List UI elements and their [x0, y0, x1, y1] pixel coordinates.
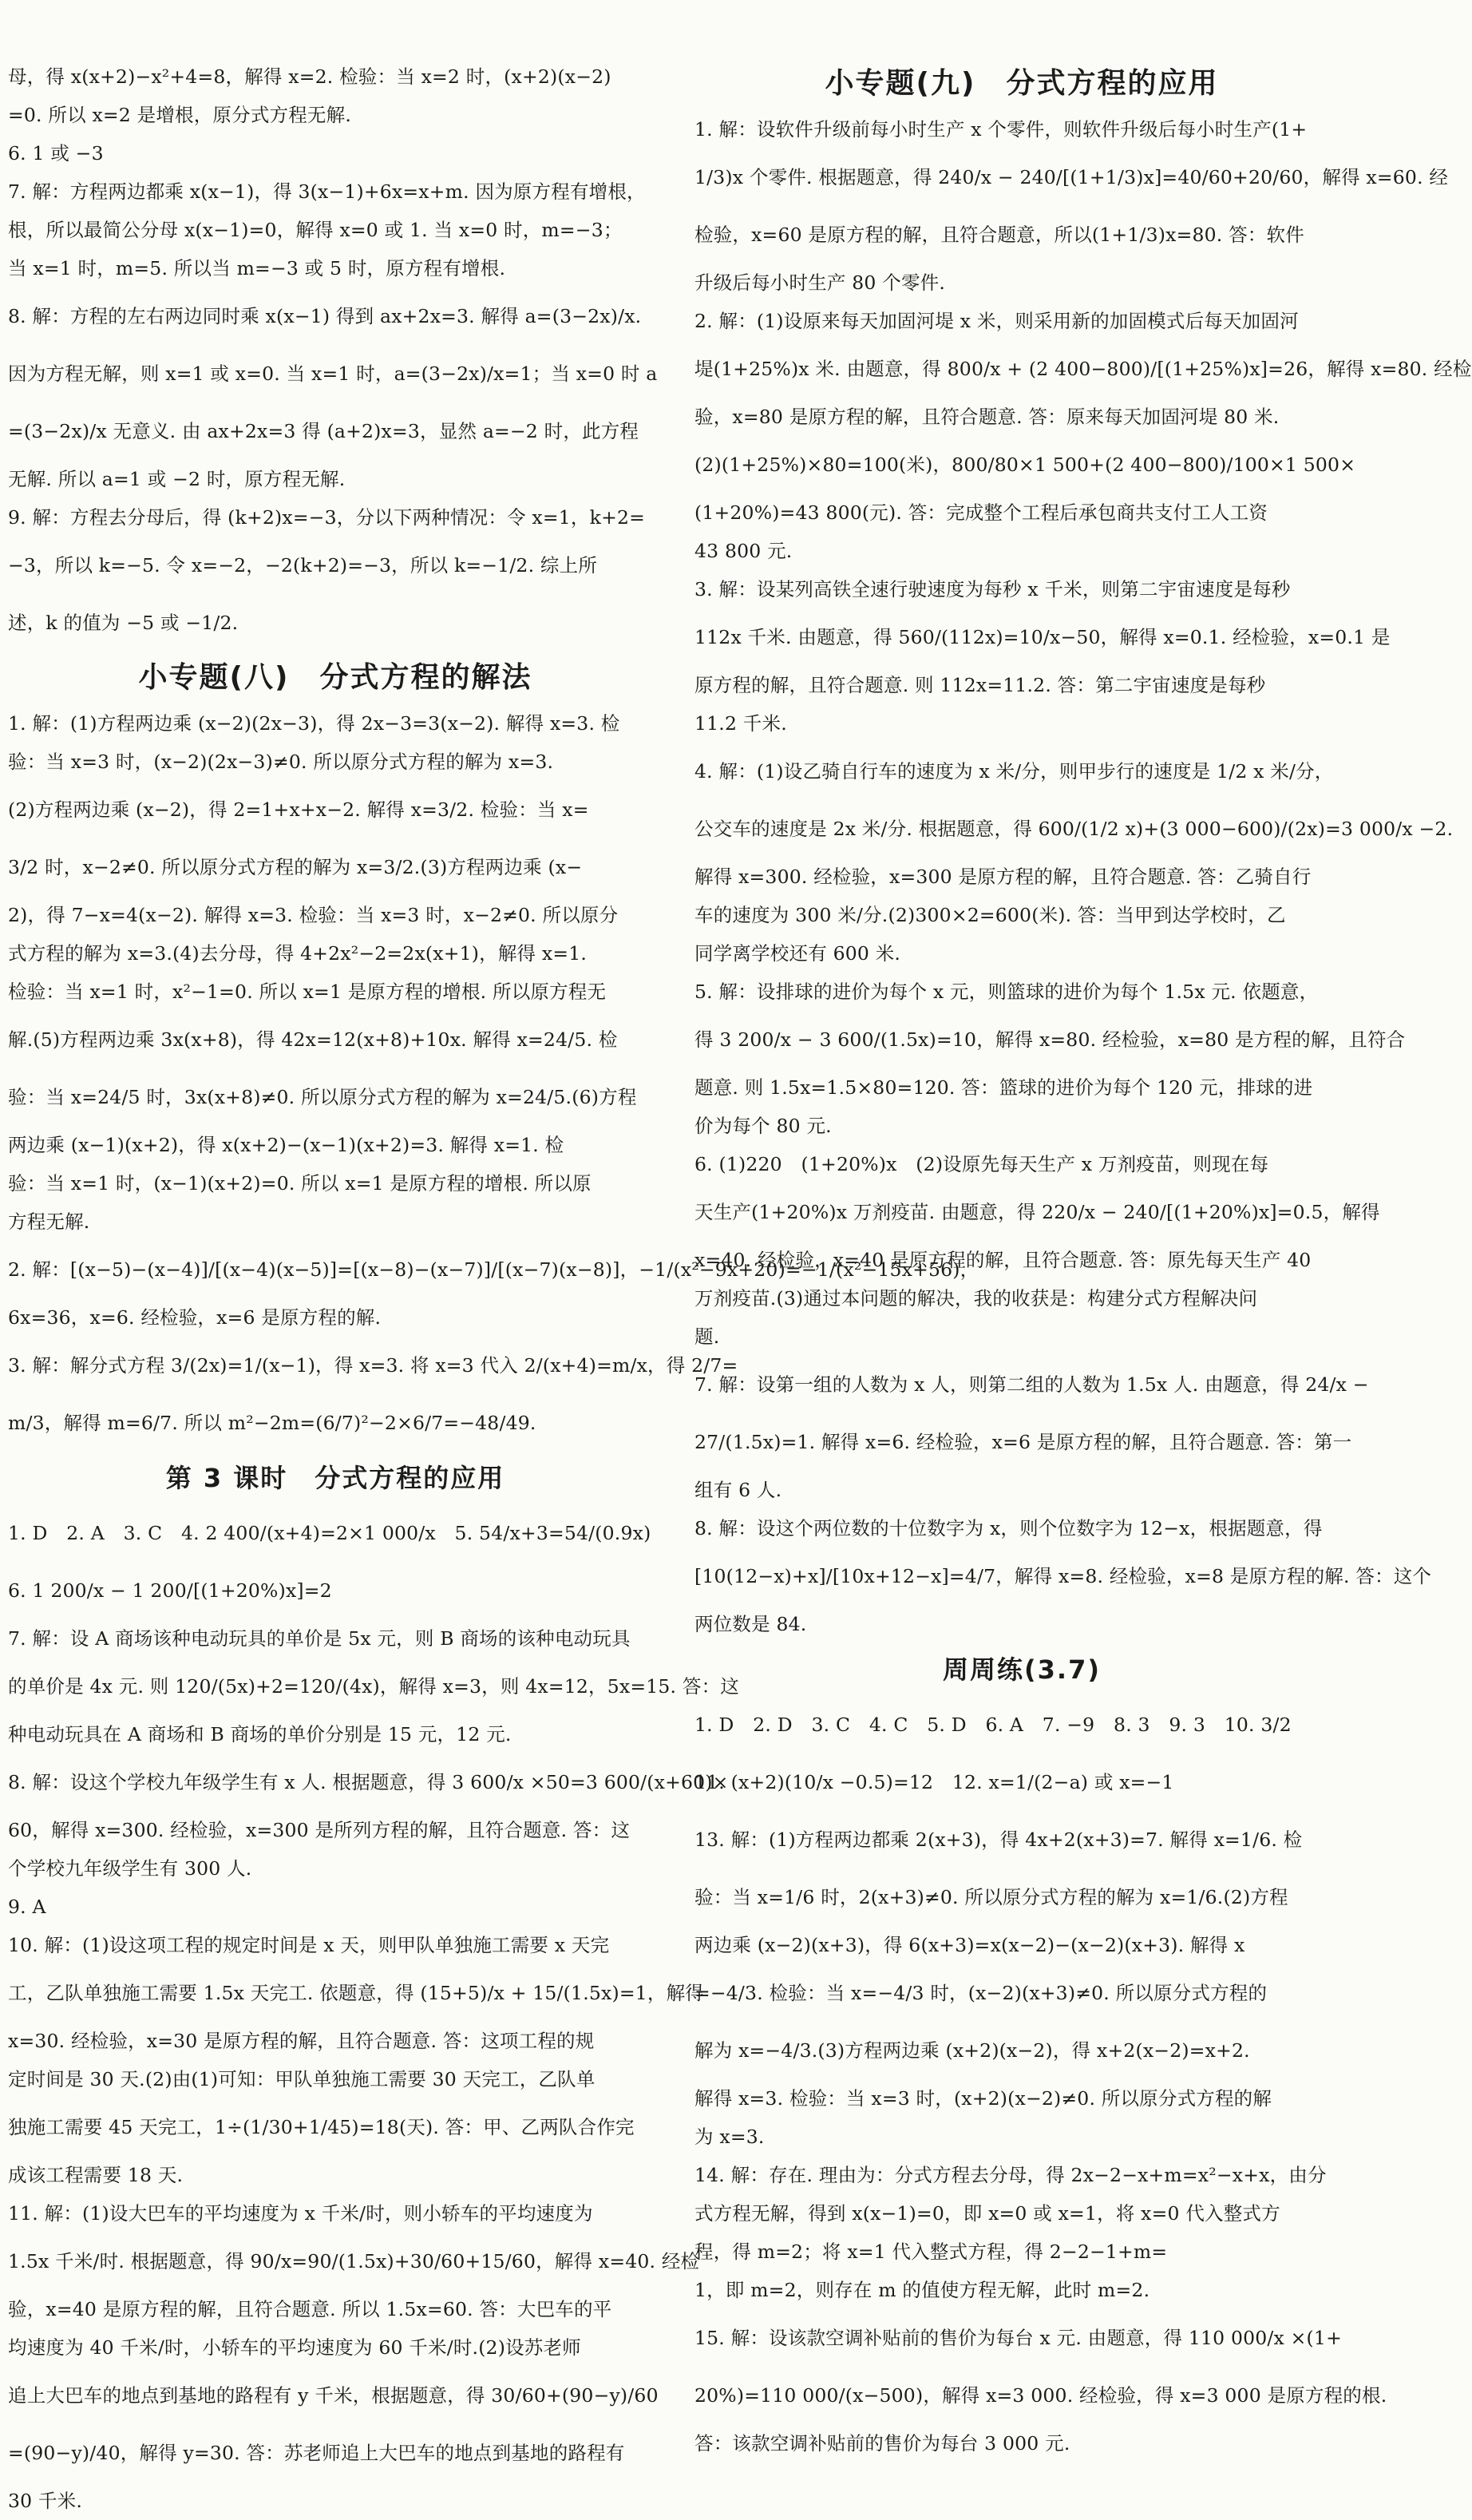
text-line: 检验，x=60 是原方程的解，且符合题意，所以(1+1/3)x=80. 答：软件	[694, 224, 1304, 246]
text-line: 均速度为 40 千米/时，小轿车的平均速度为 60 千米/时.(2)设苏老师	[8, 2336, 581, 2359]
text-line: 1/3)x 个零件. 根据题意，得 240/x − 240/[(1+1/3)x]=40/60+20/60，解得 x=60. 经	[694, 166, 1449, 188]
text-line: 无解. 所以 a=1 或 −2 时，原方程无解.	[8, 468, 346, 490]
text-line: 10. 解：(1)设这项工程的规定时间是 x 天，则甲队单独施工需要 x 天完	[8, 1934, 610, 1956]
text-line: 11. 解：(1)设大巴车的平均速度为 x 千米/时，则小轿车的平均速度为	[8, 2202, 593, 2225]
left-block-1	[8, 57, 663, 652]
text-line: 车的速度为 300 米/分.(2)300×2=600(米). 答：当甲到达学校时，乙	[694, 904, 1286, 926]
text-line: 20%)=110 000/(x−500)，解得 x=3 000. 经检验，得 x=3 000 是原方程的根.	[694, 2384, 1387, 2407]
text-line: 7. 解：设 A 商场该种电动玩具的单价是 5x 元，则 B 商场的该种电动玩具	[8, 1627, 631, 1650]
text-line: 15. 解：设该款空调补贴前的售价为每台 x 元. 由题意，得 110 000/x ×(1+	[694, 2327, 1342, 2349]
text-line: 当 x=1 时，m=5. 所以当 m=−3 或 5 时，原方程有增根.	[8, 257, 506, 279]
text-line: 方程无解.	[8, 1210, 90, 1233]
text-line: 价为每个 80 元.	[694, 1115, 832, 1137]
text-line: 解.(5)方程两边乘 3x(x+8)，得 42x=12(x+8)+10x. 解得 x=24/5. 检	[8, 1028, 618, 1051]
section-heading-lesson-3: 第 3 课时 分式方程的应用	[165, 1463, 505, 1493]
text-line: 两边乘 (x−2)(x+3)，得 6(x+3)=x(x−2)−(x−2)(x+3). 解得 x	[694, 1934, 1245, 1956]
text-line: 答：该款空调补贴前的售价为每台 3 000 元.	[694, 2432, 1070, 2455]
text-line: 验：当 x=24/5 时，3x(x+8)≠0. 所以原分式方程的解为 x=24/5.(6)方程	[8, 1086, 637, 1108]
text-line: =(90−y)/40，解得 y=30. 答：苏老师追上大巴车的地点到基地的路程有	[8, 2442, 625, 2464]
text-line: 4. 解：(1)设乙骑自行车的速度为 x 米/分，则甲步行的速度是 1/2 x 米/分，	[694, 760, 1334, 783]
text-line: 验：当 x=1 时，(x−1)(x+2)=0. 所以 x=1 是原方程的增根. 所以原	[8, 1172, 592, 1195]
text-line: 30 千米.	[8, 2490, 83, 2512]
text-line: 解得 x=300. 经检验，x=300 是原方程的解，且符合题意. 答：乙骑自行	[694, 866, 1312, 888]
text-line: 验，x=80 是原方程的解，且符合题意. 答：原来每天加固河堤 80 米.	[694, 406, 1280, 428]
text-line: 2. 解：[(x−5)−(x−4)]/[(x−4)(x−5)]=[(x−8)−(x−7)]/[(x−7)(x−8)]，−1/(x²−9x+20)=−1/(x²−15x+56)，	[8, 1258, 979, 1281]
text-line: 1. D 2. A 3. C 4. 2 400/(x+4)=2×1 000/x 5. 54/x+3=54/(0.9x)	[8, 1522, 651, 1544]
text-line: 堤(1+25%)x 米. 由题意，得 800/x + (2 400−800)/[(1+25%)x]=26，解得 x=80. 经检	[694, 358, 1472, 380]
text-line: 题意. 则 1.5x=1.5×80=120. 答：篮球的进价为每个 120 元，排球的进	[694, 1076, 1313, 1099]
text-line: 3. 解：解分式方程 3/(2x)=1/(x−1)，得 x=3. 将 x=3 代入 2/(x+4)=m/x，得 2/7=	[8, 1354, 738, 1377]
text-line: 式方程无解，得到 x(x−1)=0，即 x=0 或 x=1，将 x=0 代入整式方	[694, 2202, 1280, 2225]
text-line: 为 x=3.	[694, 2126, 765, 2148]
text-line: 母，得 x(x+2)−x²+4=8，解得 x=2. 检验：当 x=2 时，(x+2)(x−2)	[8, 65, 611, 88]
text-line: 原方程的解，且符合题意. 则 112x=11.2. 答：第二宇宙速度是每秒	[694, 674, 1266, 696]
section-heading-topic-8: 小专题(八) 分式方程的解法	[138, 661, 532, 694]
text-line: [10(12−x)+x]/[10x+12−x]=4/7，解得 x=8. 经检验，x=8 是原方程的解. 答：这个	[694, 1565, 1432, 1587]
text-line: 7. 解：方程两边都乘 x(x−1)，得 3(x−1)+6x=x+m. 因为原方程有增根，	[8, 180, 646, 203]
text-line: 定时间是 30 天.(2)由(1)可知：甲队单独施工需要 30 天完工，乙队单	[8, 2068, 596, 2090]
text-line: 7. 解：设第一组的人数为 x 人，则第二组的人数为 1.5x 人. 由题意，得 24/x −	[694, 1373, 1369, 1396]
text-line: 8. 解：方程的左右两边同时乘 x(x−1) 得到 ax+2x=3. 解得 a=(3−2x)/x.	[8, 305, 642, 327]
text-line: 13. 解：(1)方程两边都乘 2(x+3)，得 4x+2(x+3)=7. 解得 x=1/6. 检	[694, 1829, 1303, 1851]
text-line: 公交车的速度是 2x 米/分. 根据题意，得 600/(1/2 x)+(3 000−600)/(2x)=3 000/x −2.	[694, 818, 1454, 840]
text-line: 11.2 千米.	[694, 712, 787, 735]
text-line: 1. 解：(1)方程两边乘 (x−2)(2x−3)，得 2x−3=3(x−2). 解得 x=3. 检	[8, 712, 620, 735]
text-line: 验：当 x=3 时，(x−2)(2x−3)≠0. 所以原分式方程的解为 x=3.	[8, 751, 554, 773]
text-line: 两边乘 (x−1)(x+2)，得 x(x+2)−(x−1)(x+2)=3. 解得 x=1. 检	[8, 1134, 564, 1156]
text-line: m/3，解得 m=6/7. 所以 m²−2m=(6/7)²−2×6/7=−48/49.	[8, 1412, 536, 1434]
text-line: −3，所以 k=−5. 令 x=−2，−2(k+2)=−3，所以 k=−1/2. 综上所	[8, 554, 598, 577]
text-line: 个学校九年级学生有 300 人.	[8, 1857, 252, 1880]
text-line: 式方程的解为 x=3.(4)去分母，得 4+2x²−2=2x(x+1)，解得 x=1.	[8, 942, 588, 965]
text-line: 独施工需要 45 天完工，1÷(1/30+1/45)=18(天). 答：甲、乙两队合作完	[8, 2116, 635, 2138]
text-line: 43 800 元.	[694, 540, 793, 562]
text-line: 的单价是 4x 元. 则 120/(5x)+2=120/(4x)，解得 x=3，则 4x=12，5x=15. 答：这	[8, 1675, 739, 1698]
text-line: (1+20%)=43 800(元). 答：完成整个工程后承包商共支付工人工资	[694, 501, 1268, 524]
text-line: =(3−2x)/x 无意义. 由 ax+2x=3 得 (a+2)x=3，显然 a=−2 时，此方程	[8, 420, 639, 442]
text-line: 8. 解：设这个学校九年级学生有 x 人. 根据题意，得 3 600/x ×50=3 600/(x+60)×	[8, 1771, 729, 1793]
text-line: 程，得 m=2；将 x=1 代入整式方程，得 2−2−1+m=	[694, 2241, 1168, 2263]
right-block-2	[694, 1696, 1387, 2463]
text-line: 60，解得 x=300. 经检验，x=300 是所列方程的解，且符合题意. 答：这	[8, 1819, 631, 1841]
text-line: 2. 解：(1)设原来每天加固河堤 x 米，则采用新的加固模式后每天加固河	[694, 310, 1299, 332]
text-line: 5. 解：设排球的进价为每个 x 元，则篮球的进价为每个 1.5x 元. 依题意，	[694, 981, 1319, 1003]
text-line: =−4/3. 检验：当 x=−4/3 时，(x−2)(x+3)≠0. 所以原分式方程的	[694, 1982, 1268, 2004]
text-line: 3. 解：设某列高铁全速行驶速度为每秒 x 千米，则第二宇宙速度是每秒	[694, 578, 1291, 600]
text-line: 1. D 2. D 3. C 4. C 5. D 6. A 7. −9 8. 3 9. 3 10. 3/2	[694, 1714, 1292, 1736]
text-line: 1.5x 千米/时. 根据题意，得 90/x=90/(1.5x)+30/60+15/60，解得 x=40. 经检	[8, 2250, 700, 2272]
text-line: 得 3 200/x − 3 600/(1.5x)=10，解得 x=80. 经检验，x=80 是方程的解，且符合	[694, 1028, 1406, 1051]
section-heading-topic-9: 小专题(九) 分式方程的应用	[825, 67, 1219, 100]
text-line: 6. 1 或 −3	[8, 142, 104, 164]
text-line: 1，即 m=2，则存在 m 的值使方程无解，此时 m=2.	[694, 2279, 1150, 2301]
text-line: 6. (1)220 (1+20%)x (2)设原先每天生产 x 万剂疫苗，则现在每	[694, 1153, 1269, 1175]
section-heading-weekly-practice: 周周练(3.7)	[943, 1654, 1101, 1685]
text-line: 9. 解：方程去分母后，得 (k+2)x=−3，分以下两种情况：令 x=1，k+2=	[8, 506, 646, 529]
text-line: 成该工程需要 18 天.	[8, 2164, 184, 2186]
text-line: x=30. 经检验，x=30 是原方程的解，且符合题意. 答：这项工程的规	[8, 2030, 595, 2052]
text-line: 112x 千米. 由题意，得 560/(112x)=10/x−50，解得 x=0.1. 经检验，x=0.1 是	[694, 626, 1391, 648]
text-line: 根，所以最简公分母 x(x−1)=0，解得 x=0 或 1. 当 x=0 时，m=−3；	[8, 219, 623, 241]
text-line: 因为方程无解，则 x=1 或 x=0. 当 x=1 时，a=(3−2x)/x=1；当 x=0 时 a	[8, 363, 658, 385]
text-line: (2)方程两边乘 (x−2)，得 2=1+x+x−2. 解得 x=3/2. 检验：当 x=	[8, 798, 589, 821]
text-line: (2)(1+25%)×80=100(米)，800/80×1 500+(2 400−800)/100×1 500×	[694, 454, 1356, 476]
text-line: 述，k 的值为 −5 或 −1/2.	[8, 612, 239, 634]
text-line: 解得 x=3. 检验：当 x=3 时，(x+2)(x−2)≠0. 所以原分式方程的解	[694, 2087, 1272, 2110]
text-line: 万剂疫苗.(3)通过本问题的解决，我的收获是：构建分式方程解决问	[694, 1287, 1258, 1310]
text-line: 1. 解：设软件升级前每小时生产 x 个零件，则软件升级后每小时生产(1+	[694, 118, 1308, 141]
text-line: 14. 解：存在. 理由为：分式方程去分母，得 2x−2−x+m=x²−x+x，由分	[694, 2164, 1327, 2186]
text-line: 解为 x=−4/3.(3)方程两边乘 (x+2)(x−2)，得 x+2(x−2)=x+2.	[694, 2039, 1250, 2062]
text-line: x=40. 经检验，x=40 是原方程的解，且符合题意. 答：原先每天生产 40	[694, 1249, 1312, 1271]
text-line: 27/(1.5x)=1. 解得 x=6. 经检验，x=6 是原方程的解，且符合题意. 答：第一	[694, 1431, 1352, 1453]
text-line: 天生产(1+20%)x 万剂疫苗. 由题意，得 220/x − 240/[(1+20%)x]=0.5，解得	[694, 1201, 1380, 1223]
text-line: 6. 1 200/x − 1 200/[(1+20%)x]=2	[8, 1579, 332, 1602]
text-line: 11. (x+2)(10/x −0.5)=12 12. x=1/(2−a) 或 x=−1	[694, 1771, 1174, 1793]
text-line: 升级后每小时生产 80 个零件.	[694, 271, 946, 294]
text-line: 组有 6 人.	[694, 1479, 782, 1501]
text-line: 两位数是 84.	[694, 1613, 807, 1635]
text-line: 6x=36，x=6. 经检验，x=6 是原方程的解.	[8, 1306, 382, 1329]
text-line: 2)，得 7−x=4(x−2). 解得 x=3. 检验：当 x=3 时，x−2≠0. 所以原分	[8, 904, 619, 926]
text-line: 验：当 x=1/6 时，2(x+3)≠0. 所以原分式方程的解为 x=1/6.(2)方程	[694, 1886, 1288, 1908]
text-line: 检验：当 x=1 时，x²−1=0. 所以 x=1 是原方程的增根. 所以原方程无	[8, 981, 607, 1003]
text-line: 题.	[694, 1325, 720, 1348]
right-column	[694, 57, 1472, 2463]
text-line: 3/2 时，x−2≠0. 所以原分式方程的解为 x=3/2.(3)方程两边乘 (x−	[8, 856, 583, 878]
text-line: 种电动玩具在 A 商场和 B 商场的单价分别是 15 元，12 元.	[8, 1723, 512, 1745]
text-line: 工，乙队单独施工需要 1.5x 天完工. 依题意，得 (15+5)/x + 15/(1.5x)=1，解得	[8, 1982, 704, 2004]
text-line: 追上大巴车的地点到基地的路程有 y 千米，根据题意，得 30/60+(90−y)/60	[8, 2384, 659, 2407]
text-line: 9. A	[8, 1896, 46, 1918]
right-block-1	[694, 110, 1472, 1643]
text-line: 8. 解：设这个两位数的十位数字为 x，则个位数字为 12−x，根据题意，得	[694, 1517, 1323, 1539]
text-line: 验，x=40 是原方程的解，且符合题意. 所以 1.5x=60. 答：大巴车的平	[8, 2298, 612, 2320]
text-line: =0. 所以 x=2 是增根，原分式方程无解.	[8, 104, 351, 126]
text-line: 同学离学校还有 600 米.	[694, 942, 901, 965]
